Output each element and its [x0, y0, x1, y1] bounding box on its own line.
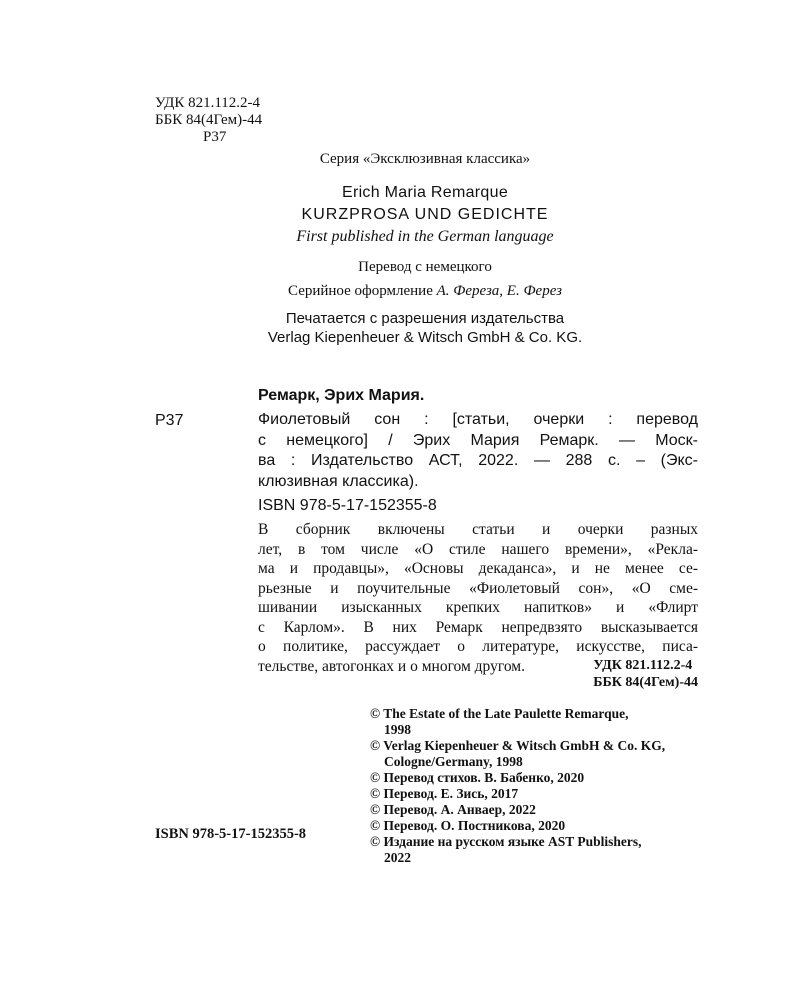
copyright-line: © The Estate of the Late Paulette Remarque,	[370, 706, 629, 721]
annotation-text: В сборник включены статьи и очерки разных	[258, 521, 698, 538]
bbk-code-footer: ББК 84(4Гем)-44	[593, 675, 698, 690]
annotation	[258, 520, 698, 676]
original-title: KURZPROSA UND GEDICHTE	[301, 206, 549, 223]
copyright-line: © Verlag Kiepenheuer & Witsch GmbH & Co. KG,	[370, 738, 666, 753]
copyright-item: © Перевод. О. Постникова, 2020	[370, 818, 566, 833]
annotation-line	[258, 520, 698, 540]
original-author: Erich Maria Remarque	[341, 184, 509, 201]
annotation-line: рьезные и поучительные «Фиолетовый сон», «О сме-	[258, 579, 698, 597]
bibliographic-description	[258, 410, 698, 492]
udk-code-footer: УДК 821.112.2-4	[593, 658, 693, 673]
copyright-item: © Перевод. А. Анваер, 2022	[370, 802, 536, 817]
translation-note: Перевод с немецкого	[358, 259, 492, 275]
classification-block	[155, 95, 262, 146]
permission-note	[155, 309, 695, 347]
annotation-line: с Карлом». В них Ремарк непредвзято высказывается	[258, 618, 698, 636]
design-names: А. Фереза, Е. Ферез	[436, 283, 562, 299]
udk-code: УДК 821.112.2-4	[155, 95, 261, 111]
permission-line-2: Verlag Kiepenheuer & Witsch GmbH & Co. KG.	[267, 329, 583, 346]
bibliographic-code: Р37	[155, 412, 184, 429]
isbn: ISBN 978-5-17-152355-8	[258, 497, 437, 514]
annotation-line: тельстве, автогонках и о многом другом.	[258, 657, 525, 675]
annotation-line: ма и продавцы», «Основы декаданса», и не менее се-	[258, 560, 698, 577]
copyright-line: © Издание на русском языке AST Publishers,	[370, 834, 642, 849]
copyright-item	[370, 706, 665, 738]
copyright-item: © Перевод стихов. В. Бабенко, 2020	[370, 770, 585, 785]
copyright-line: 2022	[384, 850, 411, 865]
author-mark: Р37	[203, 129, 227, 145]
annotation-line: шивании изысканных крепких напитков» и «Флирт	[258, 599, 698, 616]
copyright-line: 1998	[384, 722, 411, 737]
series-line: Серия «Эксклюзивная классика»	[319, 151, 531, 167]
copyright-item	[370, 834, 665, 866]
biblio-line: клюзивная классика).	[258, 472, 419, 490]
copyright-notices	[370, 706, 665, 866]
design-credit	[155, 283, 695, 300]
copyright-item	[370, 738, 665, 770]
annotation-line: лет, в том числе «О стиле нашего времени», «Рекла-	[258, 540, 698, 558]
classification-footer	[593, 657, 698, 691]
copyright-line: Cologne/Germany, 1998	[384, 754, 523, 769]
biblio-line: ва : Издательство АСТ, 2022. — 288 с. – (Экс-	[258, 452, 698, 469]
first-published-note: First published in the German language	[296, 228, 554, 245]
permission-line-1: Печатается с разрешения издательства	[285, 310, 565, 327]
biblio-line: с немецкого] / Эрих Мария Ремарк. — Моск-	[258, 431, 698, 449]
isbn-bottom: ISBN 978-5-17-152355-8	[155, 826, 307, 842]
design-label: Серийное оформление	[288, 283, 437, 299]
bbk-code: ББК 84(4Гем)-44	[155, 112, 263, 128]
bibliographic-author: Ремарк, Эрих Мария.	[258, 387, 425, 404]
annotation-line: о политике, рассуждает о литературе, искусстве, писа-	[258, 638, 698, 655]
biblio-line: Фиолетовый сон : [статьи, очерки : перевод	[258, 411, 698, 428]
copyright-item: © Перевод. Е. Зись, 2017	[370, 786, 519, 801]
